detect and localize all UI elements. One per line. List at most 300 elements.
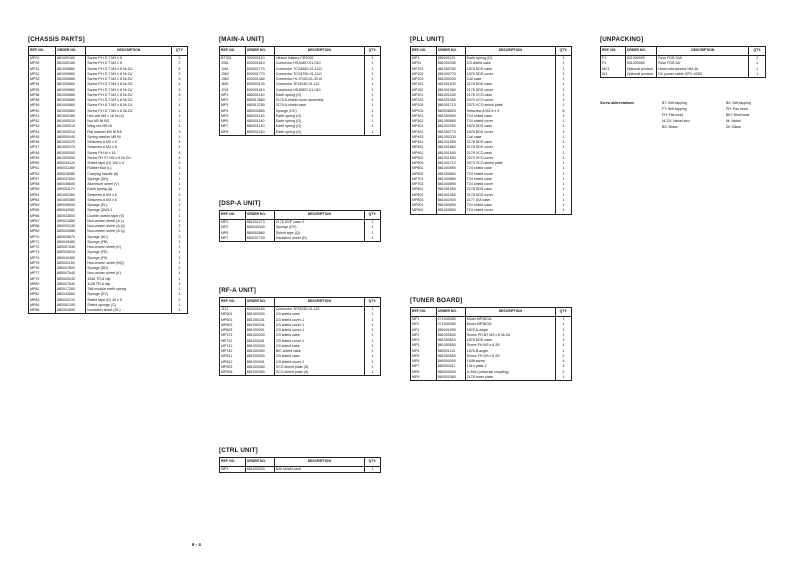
ref-no-cell: MP50 — [29, 161, 56, 166]
ref-no-cell: MP1 — [411, 56, 437, 62]
order-no-cell: 880043060 — [56, 292, 86, 297]
qty-cell: 2 — [172, 298, 188, 303]
order-no-cell: 881000760 — [436, 124, 465, 129]
qty-header: QTY. — [364, 298, 380, 307]
qty-cell: 1 — [555, 177, 571, 182]
description-cell: VCO shield plate (A) — [274, 365, 364, 370]
description-cell: 2/3 shield cover-1 — [274, 360, 364, 365]
ref-no-cell: MP812 — [220, 360, 246, 365]
qty-cell: 1 — [364, 103, 380, 108]
order-no-cell: 880052150 — [56, 303, 86, 308]
order-no-cell: 880001110 — [436, 56, 465, 62]
order-no-cell: 880043610 — [56, 250, 86, 255]
qty-cell: 1 — [364, 365, 380, 370]
ref-no-cell: MP802 — [411, 193, 437, 198]
qty-cell: 1 — [555, 151, 571, 156]
qty-cell: 1 — [364, 72, 380, 77]
page-number: 6 - 4 — [192, 542, 201, 547]
qty-cell: 2 — [172, 224, 188, 229]
qty-cell: 1 — [555, 208, 571, 214]
qty-cell: 1 — [364, 328, 380, 333]
ref-no-cell: MP401 — [411, 124, 437, 129]
qty-cell: 1 — [364, 109, 380, 114]
qty-cell: 1 — [555, 61, 571, 66]
qty-cell: 1 — [172, 203, 188, 208]
description-cell: 2179 A-shield cover assembly — [274, 98, 364, 103]
ref-header: REF. NO. — [220, 211, 246, 220]
description-cell: 2178 DDS case — [465, 82, 555, 87]
order-no-cell: 600001770 — [245, 67, 274, 72]
ref-no-cell: MP205 — [411, 103, 437, 108]
order-no-cell: 881000010 — [56, 124, 86, 129]
ref-no-cell: MP741 — [220, 344, 246, 349]
order-no-cell: 880001140 — [245, 130, 274, 136]
ref-no-cell: MP75 — [29, 261, 56, 266]
qty-header: QTY. — [364, 47, 380, 56]
ref-no-cell: MP203 — [411, 98, 437, 103]
qty-cell: 1 — [555, 317, 571, 323]
ref-no-cell: MP452 — [411, 145, 437, 150]
order-no-cell: 880027640 — [56, 282, 86, 287]
order-no-cell: 880043440 — [245, 225, 274, 230]
qty-cell: 1 — [172, 109, 188, 114]
description-cell: 2/3 shield case — [274, 312, 364, 317]
qty-cell: 7 — [172, 98, 188, 103]
qty-cell: 4 — [172, 140, 188, 145]
ref-no-cell: MP721 — [220, 333, 246, 338]
qty-cell: 1 — [364, 467, 380, 473]
qty-header: QTY. — [364, 211, 380, 220]
qty-cell: 1 — [555, 130, 571, 135]
chassis-parts-section — [28, 36, 188, 314]
order-no-cell: 881000660 — [56, 103, 86, 108]
description-cell: 2/3 shield cover-1 — [274, 328, 364, 333]
qty-cell: 1 — [364, 307, 380, 313]
ref-no-cell: MP9 — [411, 375, 437, 381]
order-no-cell: 881002400 — [436, 198, 465, 203]
order-no-cell: 880043460 — [56, 256, 86, 261]
description-header: DESCRIPTION — [657, 47, 749, 56]
order-no-cell: 880020080 — [56, 229, 86, 234]
qty-cell: 1 — [364, 236, 380, 242]
abbr-item: Ni: Nickel — [726, 119, 741, 123]
order-no-cell: 850031260 — [56, 166, 86, 171]
description-cell: Lithium battery CR2032 — [274, 56, 364, 62]
qty-cell: 1 — [172, 187, 188, 192]
abbr-item: ZK: Black — [726, 125, 741, 129]
qty-cell: 1 — [172, 245, 188, 250]
order-no-cell: 881000341 — [245, 339, 274, 344]
order-no-cell: 881000341 — [245, 323, 274, 328]
qty-cell: 1 — [555, 140, 571, 145]
order-no-cell: 881000890 — [436, 119, 465, 124]
ref-header: REF. NO. — [220, 47, 246, 56]
order-no-cell: 880018080 — [56, 172, 86, 177]
ref-no-cell: MP1 — [220, 93, 246, 98]
qty-cell: 1 — [555, 166, 571, 171]
description-cell: T24 shield cover — [465, 182, 555, 187]
order-no-cell: 881001560 — [436, 88, 465, 93]
qty-cell: 1 — [364, 333, 380, 338]
description-cell: Non-woven sheet (A.Q) — [86, 224, 172, 229]
order-no-cell: 300000110 — [245, 56, 274, 62]
description-cell: 1414 plate-1 — [465, 364, 555, 369]
ref-no-cell: J111 — [220, 307, 246, 313]
ref-header: REF. NO. — [601, 47, 626, 56]
order-no-cell: 881000380 — [245, 365, 274, 370]
qty-cell: 1 — [749, 61, 766, 66]
order-no-cell: 881000330 — [436, 61, 465, 66]
rf-a-unit-table — [219, 297, 381, 376]
description-cell: Shield tape (D) 30 x 9 — [86, 298, 172, 303]
ref-no-cell: MP7 — [220, 236, 246, 242]
qty-cell: 1 — [172, 208, 188, 213]
description-header: DESCRIPTION — [274, 298, 364, 307]
description-cell: Insulation sheet (GL) — [86, 308, 172, 314]
table-header-row — [220, 298, 381, 307]
ref-header: REF. NO. — [220, 298, 246, 307]
ref-no-cell: MP451 — [411, 140, 437, 145]
section-title: [DSP-A UNIT] — [219, 200, 261, 207]
ref-no-cell: MC1 — [601, 67, 626, 72]
ref-no-cell: MP5 — [220, 114, 246, 119]
order-no-cell: 880043600 — [56, 214, 86, 219]
order-no-cell: 880000000 — [436, 359, 465, 364]
qty-cell: 2 — [172, 235, 188, 240]
qty-cell: 1 — [364, 323, 380, 328]
description-header: DESCRIPTION — [465, 308, 555, 317]
description-cell: 2/3 shield case — [274, 333, 364, 338]
description-cell: Non-woven sheet (A.Q) — [86, 229, 172, 234]
order-no-cell: 880036600 — [56, 182, 86, 187]
ref-no-cell: MP69 — [29, 229, 56, 234]
qty-cell: 1 — [364, 370, 380, 376]
ref-no-cell: MP81 — [29, 287, 56, 292]
order-no-cell: 881000770 — [436, 130, 465, 135]
description-cell: 2178 DDS case — [465, 140, 555, 145]
qty-cell: 2 — [172, 56, 188, 62]
description-cell: 2/3 shield cover-1 — [274, 323, 364, 328]
ref-no-cell: MP80 — [29, 282, 56, 287]
order-no-cell: 881000360 — [56, 193, 86, 198]
description-cell: Screw P.H.S.T M3 x 6 — [86, 61, 172, 66]
qty-cell: 1 — [364, 354, 380, 359]
qty-header: QTY. — [555, 47, 571, 56]
description-cell: 1876 DDS cover — [465, 130, 555, 135]
qty-cell: 1 — [364, 349, 380, 354]
description-cell: Sponge (DD) — [86, 266, 172, 271]
qty-cell: 1 — [555, 103, 571, 108]
ctrl-unit-table — [219, 457, 381, 473]
ref-no-cell: MP82 — [29, 292, 56, 297]
ref-no-cell: MP403 — [411, 135, 437, 140]
ref-no-cell: MP803 — [411, 198, 437, 203]
table-header-row — [411, 308, 572, 317]
order-no-cell: 881000341 — [245, 318, 274, 323]
ref-no-cell: MP36 — [29, 93, 56, 98]
order-no-cell: 880045000 — [56, 203, 86, 208]
order-no-cell: 880001090 — [436, 328, 465, 333]
qty-cell: 2 — [172, 193, 188, 198]
ref-no-cell: MP44 — [29, 130, 56, 135]
qty-cell: 1 — [172, 214, 188, 219]
order-no-cell: 881000010 — [56, 130, 86, 135]
abbr-col-1 — [662, 100, 720, 130]
ref-no-cell: MP1 — [220, 467, 246, 473]
main-a-unit-table — [219, 46, 381, 136]
ref-no-cell: MP2 — [220, 98, 246, 103]
description-cell: 1546 TR-8 clip — [86, 277, 172, 282]
ref-no-cell: MP43 — [29, 124, 56, 129]
description-cell: Screw P.H.S.T M3 x 8 Ni-ZU — [86, 72, 172, 77]
ref-no-cell: MP45 — [29, 135, 56, 140]
unpacking-table — [600, 46, 766, 78]
order-no-cell: 881000370 — [56, 140, 86, 145]
ref-no-cell: MP502 — [411, 156, 437, 161]
ref-no-cell: MP49 — [29, 156, 56, 161]
description-cell: 1876 B-angle — [465, 349, 555, 354]
table-header-row — [601, 47, 766, 56]
description-cell: BIC shield case — [274, 349, 364, 354]
main-a-unit-section — [219, 36, 381, 136]
order-no-cell: 881001550 — [436, 140, 465, 145]
order-header: ORDER NO. — [436, 47, 465, 56]
qty-cell: 1 — [364, 67, 380, 72]
qty-cell: 4 — [172, 103, 188, 108]
description-cell: Screw P.H.S.T M3 x 8 Ni-ZU — [86, 98, 172, 103]
description-cell: Spring washer M5 Ni — [86, 135, 172, 140]
ref-header: REF. NO. — [29, 47, 56, 56]
ref-no-cell: MP84 — [29, 303, 56, 308]
description-header: DESCRIPTION — [86, 47, 172, 56]
qty-cell: 1 — [364, 312, 380, 317]
order-no-cell: 881001540 — [436, 93, 465, 98]
description-cell: Sponge (DD) — [86, 177, 172, 182]
order-no-cell: 881000890 — [436, 203, 465, 208]
ref-no-cell: MP31 — [29, 67, 56, 72]
ref-no-cell: MP302 — [411, 119, 437, 124]
order-no-cell: 881000550 — [56, 156, 86, 161]
qty-cell: 1 — [555, 67, 571, 72]
description-cell: 2178 VCO case — [465, 93, 555, 98]
ref-no-cell: MP66 — [29, 214, 56, 219]
description-cell: Connector JPJ2040-01-110 — [274, 307, 364, 313]
description-cell: Sponge (DY) — [274, 225, 364, 230]
ref-no-cell: F1 — [601, 56, 626, 62]
description-cell: Insulation sheet (E) — [274, 236, 364, 242]
description-cell: Earth spring (G) — [274, 119, 364, 124]
order-no-cell: 880000011 — [436, 364, 465, 369]
ref-no-cell: MP39 — [29, 103, 56, 108]
qty-cell: 1 — [749, 67, 766, 72]
order-no-cell: 881000350 — [245, 349, 274, 354]
description-cell: Connector JPJ3040-01-110 — [274, 82, 364, 87]
qty-cell: 1 — [364, 98, 380, 103]
description-cell: 2179 A-shield case — [274, 103, 364, 108]
order-no-cell: 881000660 — [56, 82, 86, 87]
qty-cell: 1 — [555, 338, 571, 343]
order-no-cell: 880000000 — [436, 370, 465, 375]
ref-no-cell: MP2 — [220, 225, 246, 230]
description-cell: Flat washer M5 Ni BS — [86, 130, 172, 135]
description-cell: Fuse FGB 5A — [657, 61, 749, 66]
description-cell: DC power cable OPC-025D — [657, 72, 749, 78]
order-no-cell: 880000040 — [56, 135, 86, 140]
description-cell: Sponge (DW)-1 — [86, 208, 172, 213]
order-no-cell: 881000330 — [436, 77, 465, 82]
order-no-cell: 600000130 — [245, 82, 274, 87]
description-cell: 2178 DDS cover — [465, 145, 555, 150]
description-cell: 798 module earth spring — [86, 287, 172, 292]
order-no-cell: 880054590 — [56, 308, 86, 314]
qty-cell: 2 — [172, 266, 188, 271]
section-title: [PLL UNIT] — [410, 36, 444, 43]
qty-cell: 4 — [172, 88, 188, 93]
description-cell: Connector TCS4790-01-1111 — [274, 72, 364, 77]
ref-no-cell: J364 — [220, 77, 246, 82]
order-no-cell: Optional product — [625, 72, 656, 78]
ref-no-cell: MP2 — [411, 333, 437, 338]
ref-no-cell: MP7 — [220, 124, 246, 129]
description-cell: 2/3 shield cover-1 — [274, 318, 364, 323]
qty-cell: 1 — [172, 182, 188, 187]
qty-cell: 1 — [555, 198, 571, 203]
qty-cell: 2 — [555, 354, 571, 359]
ref-no-cell: MP103 — [411, 77, 437, 82]
qty-cell: 1 — [555, 124, 571, 129]
ref-no-cell: MP51 — [411, 61, 437, 66]
qty-cell: 1 — [555, 322, 571, 327]
description-cell: Coil case — [465, 135, 555, 140]
order-no-cell: 881000330 — [245, 354, 274, 359]
ref-no-cell: MF2 — [411, 322, 437, 327]
order-no-cell: 881000380 — [245, 370, 274, 376]
ref-no-cell: MP6 — [411, 359, 437, 364]
order-no-cell: 881000650 — [436, 343, 465, 348]
ref-no-cell: MP501 — [220, 312, 246, 317]
description-cell: Connector HSJ0807-01-010 — [274, 88, 364, 93]
ref-no-cell: MP42 — [29, 119, 56, 124]
ref-no-cell: MP40 — [29, 109, 56, 114]
order-header: ORDER NO. — [245, 211, 274, 220]
ref-no-cell: MP71 — [29, 240, 56, 245]
order-no-cell: 631000090 — [625, 56, 656, 62]
tuner-board-section — [410, 297, 572, 381]
qty-cell: 1 — [555, 375, 571, 381]
order-no-cell: 881000890 — [436, 208, 465, 214]
table-header-row — [411, 47, 572, 56]
description-cell: T24 shield case — [465, 166, 555, 171]
abbr-item: BT: Self-tapping — [662, 101, 687, 105]
qty-cell: 8 — [555, 109, 571, 114]
qty-cell: 1 — [555, 56, 571, 62]
order-no-cell: 881000650 — [436, 354, 465, 359]
order-no-cell: 881001530 — [436, 82, 465, 87]
description-cell: Screw P.H.S.T M3 x 8 Ni-ZU — [86, 109, 172, 114]
order-no-cell: 881000890 — [436, 177, 465, 182]
pll-unit-section — [410, 36, 572, 215]
qty-cell: 1 — [364, 231, 380, 236]
qty-cell: 1 — [555, 98, 571, 103]
qty-cell: 4 — [172, 67, 188, 72]
ref-no-cell: MP79 — [29, 277, 56, 282]
description-cell: Screw P.H.S.T M3 x 8 Ni-ZU — [86, 77, 172, 82]
order-no-cell: 881000600 — [436, 333, 465, 338]
qty-cell: 1 — [555, 333, 571, 338]
description-cell: Coil case — [465, 77, 555, 82]
ref-no-cell: MF1 — [411, 317, 437, 323]
description-cell: 2178 DDS cover — [465, 88, 555, 93]
ref-no-cell: MP902 — [411, 208, 437, 214]
ref-no-cell: MP201 — [411, 93, 437, 98]
order-no-cell: 881000330 — [245, 333, 274, 338]
order-no-cell: 880007640 — [56, 271, 86, 276]
ref-no-cell: MP33 — [29, 77, 56, 82]
ctrl-unit-section — [219, 447, 381, 473]
description-cell: Motor MP36GA — [465, 322, 555, 327]
qty-cell: 4 — [172, 271, 188, 276]
ref-no-cell: MP30 — [29, 61, 56, 66]
qty-cell: 1 — [555, 82, 571, 87]
order-no-cell: 881000320 — [245, 467, 274, 473]
qty-cell: 2 — [172, 61, 188, 66]
ref-no-cell: MP51 — [29, 166, 56, 171]
description-cell: 2/3 shield case — [274, 344, 364, 349]
order-no-cell: 881000360 — [56, 198, 86, 203]
description-cell: Screw FH M3 x 6 ZK — [465, 354, 555, 359]
description-cell: Aluminum sheet (V) — [86, 182, 172, 187]
ref-no-cell: MP4 — [220, 109, 246, 114]
description-cell: Earth spring (G) — [274, 114, 364, 119]
order-no-cell: 880042210 — [56, 298, 86, 303]
section-title: [TUNER BOARD] — [410, 297, 463, 304]
qty-cell: 1 — [172, 114, 188, 119]
order-no-cell: 881000760 — [436, 67, 465, 72]
ref-no-cell: MP47 — [29, 145, 56, 150]
qty-cell: 1 — [555, 328, 571, 333]
order-no-cell: 881001550 — [436, 187, 465, 192]
order-no-cell: 881000660 — [56, 98, 86, 103]
ref-no-cell: MP5 — [411, 354, 437, 359]
description-cell: Sponge (AC) — [86, 235, 172, 240]
qty-cell: 1 — [555, 203, 571, 208]
order-no-cell: 880043660 — [245, 109, 274, 114]
description-cell: Connector HSJ0807-01-010 — [274, 61, 364, 66]
description-header: DESCRIPTION — [274, 211, 364, 220]
description-cell: Connector TCS4540-01-1111 — [274, 67, 364, 72]
order-no-cell: 880043120 — [56, 161, 86, 166]
order-no-cell: 881001550 — [436, 98, 465, 103]
description-cell: 2176 DSP case-3 — [274, 220, 364, 226]
qty-cell: 4 — [172, 156, 188, 161]
qty-cell: 1 — [364, 61, 380, 66]
ref-no-cell: MP801 — [411, 187, 437, 192]
qty-cell: 1 — [172, 172, 188, 177]
description-cell: Earth spring (D) — [465, 56, 555, 62]
description-cell: VCO shield plate (A) — [274, 370, 364, 376]
qty-header: QTY. — [749, 47, 766, 56]
qty-cell: 1 — [172, 256, 188, 261]
description-cell: Earth spring (A) — [86, 187, 172, 192]
description-header: DESCRIPTION — [274, 458, 364, 467]
ref-no-cell: MP5 — [220, 231, 246, 236]
order-no-cell: 881000300 — [56, 151, 86, 156]
qty-cell: 1 — [172, 287, 188, 292]
ref-no-cell: MP501 — [411, 151, 437, 156]
description-cell: Sponge (DC) — [274, 109, 364, 114]
order-no-cell: 880037600 — [56, 177, 86, 182]
order-no-cell: 631000080 — [625, 61, 656, 66]
